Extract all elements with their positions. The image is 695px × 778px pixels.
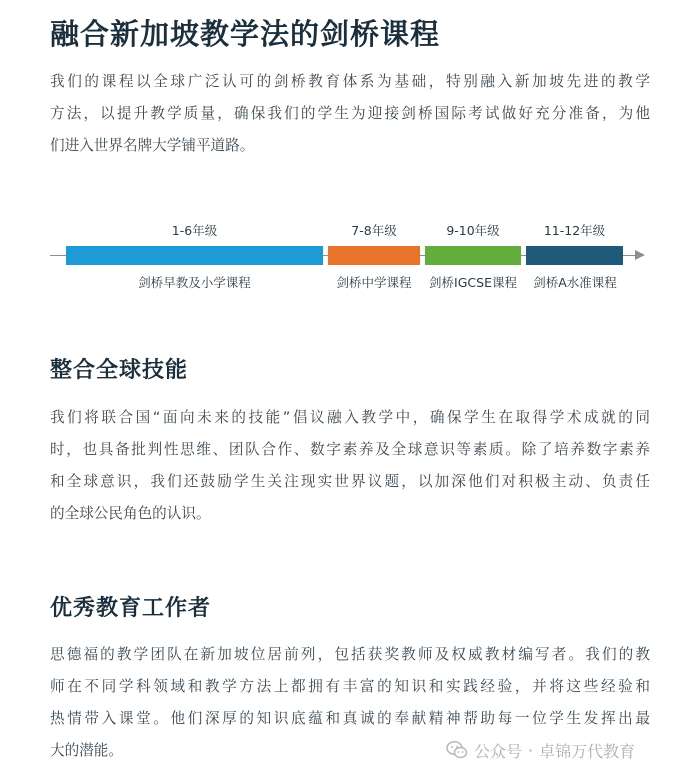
section-heading-educators: 优秀教育工作者 [50,595,212,621]
paragraph-line: 的全球公民角色的认识。 [50,505,211,522]
paragraph-line: 思德福的教学团队在新加坡位居前列，包括获奖教师及权威教材编写者。我们的教 [50,646,650,663]
paragraph-line: 们进入世界名牌大学铺平道路。 [50,137,255,154]
timeline-course-label: 剑桥早教及小学课程 [138,275,251,290]
paragraph-line: 我们将联合国“面向未来的技能”倡议融入教学中，确保学生在取得学术成就的同 [50,409,650,426]
timeline-arrow-icon [635,250,645,260]
wechat-watermark [446,738,635,762]
page-title: 融合新加坡教学法的剑桥课程 [50,17,441,51]
paragraph-line: 我们的课程以全球广泛认可的剑桥教育体系为基础，特别融入新加坡先进的教学 [50,73,650,90]
watermark-account: 卓锦万代教育 [539,741,636,761]
timeline-segment-igcse [425,246,521,265]
timeline-course-label: 剑桥中学课程 [336,275,412,290]
paragraph-line: 师在不同学科领域和教学方法上都拥有丰富的知识和实践经验，并将这些经验和 [50,678,650,695]
timeline-segment-a-level [526,246,623,265]
watermark-platform: 公众号 [474,741,523,761]
global-skills-paragraph [50,402,650,530]
timeline-course-label: 剑桥A水准课程 [533,275,617,290]
timeline-course-label: 剑桥IGCSE课程 [429,275,517,290]
intro-paragraph [50,66,650,162]
paragraph-line: 方法，以提升教学质量，确保我们的学生为迎接剑桥国际考试做好充分准备，为他 [50,105,650,122]
paragraph-line: 和全球意识，我们还鼓励学生关注现实世界议题，以加深他们对积极主动、负责任 [50,473,650,490]
timeline-segment-primary [66,246,323,265]
timeline-grade-label: 1-6年级 [171,223,218,238]
watermark-separator: · [528,740,534,760]
timeline-grade-label: 7-8年级 [351,223,397,238]
paragraph-line: 时，也具备批判性思维、团队合作、数字素养及全球意识等素质。除了培养数字素养 [50,441,650,458]
paragraph-line: 热情带入课堂。他们深厚的知识底蕴和真诚的奉献精神帮助每一位学生发挥出最 [50,710,650,727]
timeline-grade-label: 11-12年级 [543,223,606,238]
section-heading-global-skills: 整合全球技能 [50,357,189,383]
timeline-segment-middle [328,246,420,265]
wechat-icon [446,740,468,760]
timeline-grade-label: 9-10年级 [446,223,500,238]
paragraph-line: 大的潜能。 [50,742,123,759]
grade-timeline [0,215,695,295]
